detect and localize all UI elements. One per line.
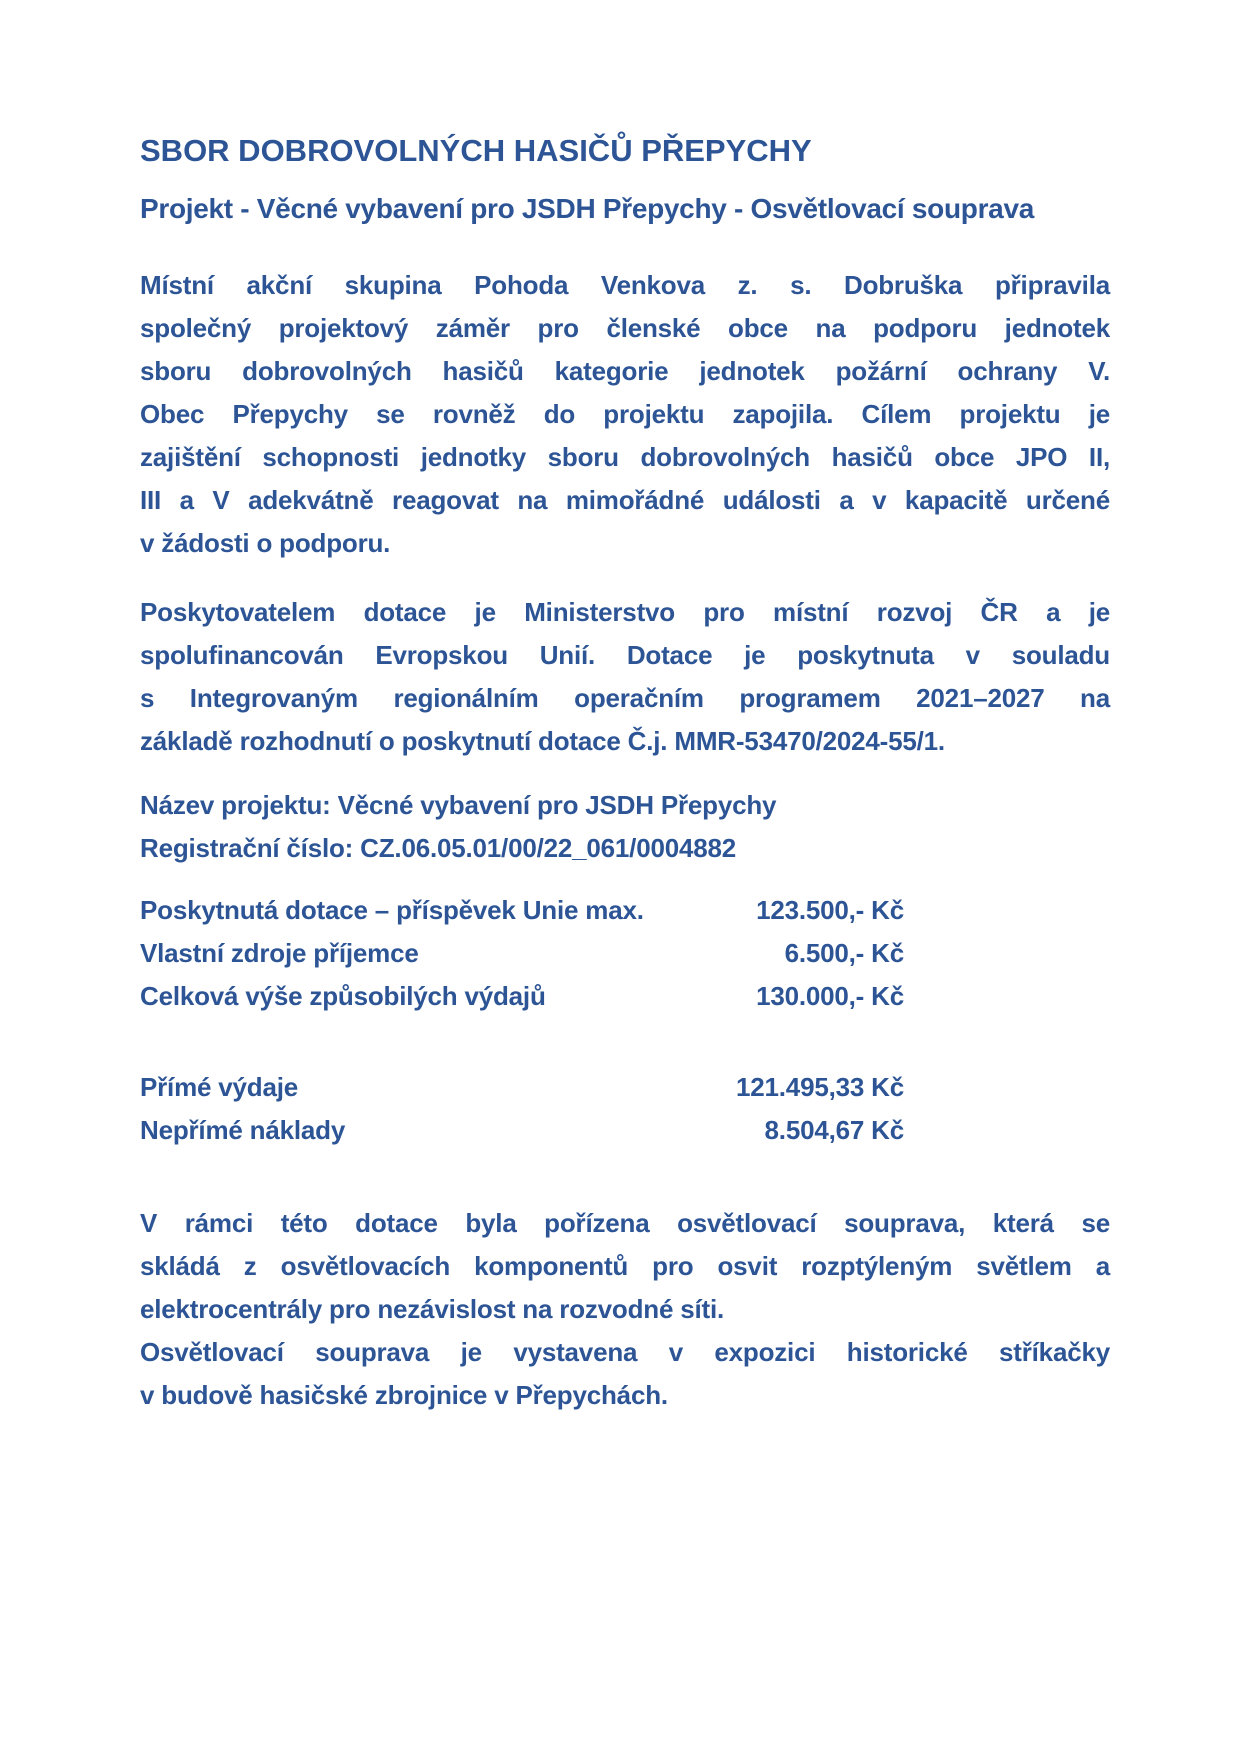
closing-section [140,1202,1110,1417]
funding-table [140,889,904,1018]
financial-row-value: 8.504,67 Kč [764,1115,904,1145]
paragraph-provider [140,591,1110,763]
financial-row-label: Vlastní zdroje příjemce [140,938,419,968]
text-line: V rámci této dotace byla pořízena osvětlovací souprava, která se [140,1208,1110,1238]
text-line: v žádosti o podporu. [140,528,391,558]
project-name-line: Název projektu: Věcné vybavení pro JSDH Přepychy [140,790,777,820]
paragraph-intro [140,264,1110,565]
text-line: Osvětlovací souprava je vystavena v expozici historické stříkačky [140,1337,1110,1367]
financial-row-value: 130.000,- Kč [756,981,904,1011]
text-line: společný projektový záměr pro členské obce na podporu jednotek [140,313,1110,343]
project-identification [140,784,1110,870]
text-line: v budově hasičské zbrojnice v Přepychách. [140,1380,668,1410]
text-line: základě rozhodnutí o poskytnutí dotace Č.j. MMR-53470/2024-55/1. [140,726,945,756]
text-line: elektrocentrály pro nezávislost na rozvodné síti. [140,1294,725,1324]
text-line: Místní akční skupina Pohoda Venkova z. s. Dobruška připravila [140,270,1110,300]
financial-row-label: Poskytnutá dotace – příspěvek Unie max. [140,895,644,925]
document-subtitle: Projekt - Věcné vybavení pro JSDH Přepychy - Osvětlovací souprava [140,193,1034,224]
text-line: zajištění schopnosti jednotky sboru dobrovolných hasičů obce JPO II, [140,442,1110,472]
text-line: III a V adekvátně reagovat na mimořádné události a v kapacitě určené [140,485,1110,515]
financial-row [140,889,904,932]
document-title: SBOR DOBROVOLNÝCH HASIČŮ PŘEPYCHY [140,133,812,168]
financial-row-label: Nepřímé náklady [140,1115,346,1145]
financial-row [140,975,904,1018]
text-line: spolufinancován Evropskou Unií. Dotace je poskytnuta v souladu [140,640,1110,670]
financial-row [140,1109,904,1152]
financial-row-label: Celková výše způsobilých výdajů [140,981,546,1011]
text-line: Poskytovatelem dotace je Ministerstvo pro místní rozvoj ČR a je [140,597,1110,627]
text-line: skládá z osvětlovacích komponentů pro osvit rozptýleným světlem a [140,1251,1110,1281]
text-line: sboru dobrovolných hasičů kategorie jednotek požární ochrany V. [140,356,1110,386]
financial-row [140,932,904,975]
financial-row-value: 123.500,- Kč [756,895,904,925]
financial-row-value: 121.495,33 Kč [736,1072,904,1102]
text-line: s Integrovaným regionálním operačním programem 2021–2027 na [140,683,1110,713]
financial-row-value: 6.500,- Kč [784,938,904,968]
paragraph-closing-1 [140,1202,1110,1331]
expenses-table [140,1066,904,1152]
paragraph-closing-2 [140,1331,1110,1417]
financial-row [140,1066,904,1109]
project-registration-line: Registrační číslo: CZ.06.05.01/00/22_061/0004882 [140,833,737,863]
text-line: Obec Přepychy se rovněž do projektu zapojila. Cílem projektu je [140,399,1110,429]
financial-row-label: Přímé výdaje [140,1072,299,1102]
